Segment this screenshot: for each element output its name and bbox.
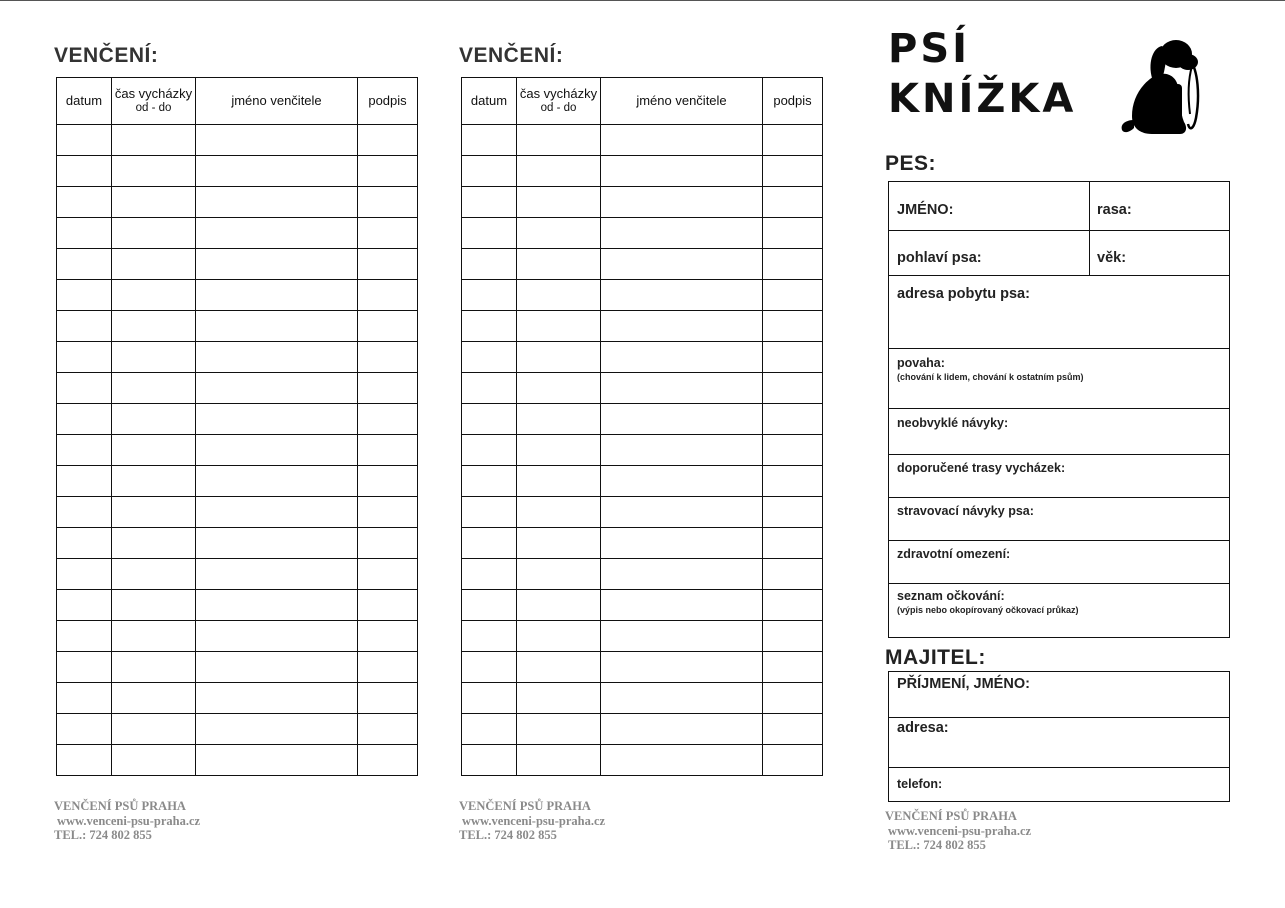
date-cell[interactable]	[462, 280, 517, 311]
date-cell[interactable]	[462, 497, 517, 528]
date-cell[interactable]	[462, 218, 517, 249]
owner-address-field[interactable]: adresa:	[889, 718, 1229, 768]
walker-cell[interactable]	[601, 528, 763, 559]
signature-cell[interactable]	[763, 404, 823, 435]
signature-cell[interactable]	[763, 280, 823, 311]
signature-cell[interactable]	[358, 683, 418, 714]
walker-cell[interactable]	[196, 466, 358, 497]
footer-company: VENČENÍ PSŮ PRAHA	[54, 799, 186, 813]
table-row	[462, 156, 823, 187]
signature-cell[interactable]	[358, 373, 418, 404]
header-signature: podpis	[358, 78, 418, 125]
walker-cell[interactable]	[601, 156, 763, 187]
time-cell[interactable]	[517, 559, 601, 590]
date-cell[interactable]	[57, 373, 112, 404]
temperament-label: povaha:	[897, 356, 945, 370]
date-cell[interactable]	[57, 280, 112, 311]
signature-cell[interactable]	[763, 342, 823, 373]
time-cell[interactable]	[517, 249, 601, 280]
table-row	[462, 218, 823, 249]
top-border-line	[0, 0, 1285, 1]
table-row	[462, 714, 823, 745]
dog-vaccinations-field[interactable]	[889, 584, 1229, 637]
book-title-line2: KNÍŽKA	[888, 76, 1077, 122]
time-cell[interactable]	[517, 342, 601, 373]
table-row	[57, 249, 418, 280]
walk-table-header-row	[462, 78, 823, 125]
dog-silhouette-icon	[1118, 36, 1204, 138]
date-cell[interactable]	[462, 249, 517, 280]
time-cell[interactable]	[112, 218, 196, 249]
book-title-line1: PSÍ	[888, 26, 971, 72]
walk-table-body	[462, 125, 823, 776]
walker-cell[interactable]	[601, 714, 763, 745]
time-cell[interactable]	[112, 435, 196, 466]
walker-cell[interactable]	[196, 745, 358, 776]
signature-cell[interactable]	[358, 404, 418, 435]
time-cell[interactable]	[517, 652, 601, 683]
time-cell[interactable]	[517, 280, 601, 311]
date-cell[interactable]	[462, 745, 517, 776]
header-time-sub: od - do	[540, 102, 577, 114]
time-cell[interactable]	[112, 590, 196, 621]
walker-cell[interactable]	[601, 373, 763, 404]
dog-name-field[interactable]: JMÉNO:	[889, 182, 1089, 231]
footer-web: www.venceni-psu-praha.cz	[888, 823, 1032, 838]
table-row	[462, 528, 823, 559]
signature-cell[interactable]	[763, 621, 823, 652]
signature-cell[interactable]	[358, 528, 418, 559]
time-cell[interactable]	[517, 218, 601, 249]
table-row	[57, 683, 418, 714]
time-cell[interactable]	[517, 466, 601, 497]
date-cell[interactable]	[462, 373, 517, 404]
signature-cell[interactable]	[763, 125, 823, 156]
walker-cell[interactable]	[196, 342, 358, 373]
owner-phone-field[interactable]: telefon:	[897, 777, 943, 791]
walker-cell[interactable]	[196, 156, 358, 187]
signature-cell[interactable]	[358, 435, 418, 466]
footer-company: VENČENÍ PSŮ PRAHA	[885, 809, 1017, 823]
walker-cell[interactable]	[196, 373, 358, 404]
walker-cell[interactable]	[196, 683, 358, 714]
table-row	[57, 404, 418, 435]
time-cell[interactable]	[112, 156, 196, 187]
walker-cell[interactable]	[196, 404, 358, 435]
walker-cell[interactable]	[196, 559, 358, 590]
date-cell[interactable]	[57, 745, 112, 776]
table-row	[57, 621, 418, 652]
footer-left	[54, 799, 200, 843]
time-cell[interactable]	[112, 187, 196, 218]
signature-cell[interactable]	[763, 466, 823, 497]
table-row	[57, 156, 418, 187]
signature-cell[interactable]	[763, 528, 823, 559]
date-cell[interactable]	[462, 156, 517, 187]
signature-cell[interactable]	[358, 590, 418, 621]
table-row	[57, 497, 418, 528]
walker-cell[interactable]	[601, 435, 763, 466]
signature-cell[interactable]	[763, 714, 823, 745]
date-cell[interactable]	[57, 435, 112, 466]
table-row	[57, 280, 418, 311]
table-row	[57, 342, 418, 373]
signature-cell[interactable]	[763, 373, 823, 404]
time-cell[interactable]	[112, 280, 196, 311]
date-cell[interactable]	[57, 683, 112, 714]
walker-cell[interactable]	[196, 187, 358, 218]
date-cell[interactable]	[57, 652, 112, 683]
walker-cell[interactable]	[196, 528, 358, 559]
walker-cell[interactable]	[196, 621, 358, 652]
header-time-sub: od - do	[135, 102, 172, 114]
walker-cell[interactable]	[601, 218, 763, 249]
time-cell[interactable]	[517, 373, 601, 404]
walker-cell[interactable]	[601, 652, 763, 683]
table-row	[57, 125, 418, 156]
walker-cell[interactable]	[601, 497, 763, 528]
signature-cell[interactable]	[358, 125, 418, 156]
walk-table	[461, 77, 823, 776]
table-row	[57, 187, 418, 218]
signature-cell[interactable]	[358, 187, 418, 218]
footer-right	[885, 809, 1031, 853]
table-row	[57, 466, 418, 497]
walker-cell[interactable]	[196, 435, 358, 466]
date-cell[interactable]	[57, 156, 112, 187]
owner-form	[888, 671, 1230, 802]
time-cell[interactable]	[112, 683, 196, 714]
date-cell[interactable]	[462, 466, 517, 497]
table-row	[462, 497, 823, 528]
time-cell[interactable]	[112, 745, 196, 776]
dog-health-field[interactable]: zdravotní omezení:	[889, 541, 1229, 584]
date-cell[interactable]	[462, 621, 517, 652]
footer-phone: TEL.: 724 802 855	[459, 828, 557, 842]
date-cell[interactable]	[57, 621, 112, 652]
table-row	[462, 311, 823, 342]
walk-table	[56, 77, 418, 776]
time-cell[interactable]	[112, 714, 196, 745]
signature-cell[interactable]	[763, 156, 823, 187]
time-cell[interactable]	[517, 125, 601, 156]
owner-section-title: MAJITEL:	[885, 646, 986, 669]
signature-cell[interactable]	[763, 311, 823, 342]
signature-cell[interactable]	[763, 683, 823, 714]
table-row	[462, 187, 823, 218]
signature-cell[interactable]	[358, 621, 418, 652]
date-cell[interactable]	[57, 528, 112, 559]
signature-cell[interactable]	[763, 218, 823, 249]
walk-table-body	[57, 125, 418, 776]
time-cell[interactable]	[112, 311, 196, 342]
signature-cell[interactable]	[358, 745, 418, 776]
table-row	[57, 373, 418, 404]
date-cell[interactable]	[57, 249, 112, 280]
time-cell[interactable]	[517, 404, 601, 435]
footer-phone: TEL.: 724 802 855	[888, 838, 986, 852]
table-row	[462, 280, 823, 311]
signature-cell[interactable]	[358, 466, 418, 497]
date-cell[interactable]	[57, 404, 112, 435]
date-cell[interactable]	[57, 590, 112, 621]
walk-sheet-middle	[459, 42, 821, 776]
header-walker: jméno venčitele	[601, 78, 763, 125]
walker-cell[interactable]	[601, 466, 763, 497]
dog-form	[888, 181, 1230, 638]
table-row	[57, 714, 418, 745]
table-row	[462, 559, 823, 590]
footer-company: VENČENÍ PSŮ PRAHA	[459, 799, 591, 813]
walker-cell[interactable]	[601, 342, 763, 373]
table-row	[57, 559, 418, 590]
time-cell[interactable]	[112, 404, 196, 435]
table-row	[462, 590, 823, 621]
signature-cell[interactable]	[358, 652, 418, 683]
table-row	[57, 528, 418, 559]
table-row	[462, 342, 823, 373]
signature-cell[interactable]	[358, 280, 418, 311]
date-cell[interactable]	[57, 311, 112, 342]
time-cell[interactable]	[112, 621, 196, 652]
date-cell[interactable]	[462, 311, 517, 342]
signature-cell[interactable]	[763, 559, 823, 590]
table-row	[462, 249, 823, 280]
footer-web: www.venceni-psu-praha.cz	[462, 813, 606, 828]
signature-cell[interactable]	[358, 497, 418, 528]
walker-cell[interactable]	[196, 311, 358, 342]
signature-cell[interactable]	[763, 435, 823, 466]
signature-cell[interactable]	[763, 745, 823, 776]
time-cell[interactable]	[517, 683, 601, 714]
time-cell[interactable]	[517, 187, 601, 218]
signature-cell[interactable]	[358, 311, 418, 342]
signature-cell[interactable]	[358, 249, 418, 280]
vaccinations-label: seznam očkování:	[897, 589, 1005, 603]
date-cell[interactable]	[57, 466, 112, 497]
signature-cell[interactable]	[358, 714, 418, 745]
walker-cell[interactable]	[196, 497, 358, 528]
signature-cell[interactable]	[358, 218, 418, 249]
date-cell[interactable]	[57, 125, 112, 156]
time-cell[interactable]	[517, 435, 601, 466]
walker-cell[interactable]	[601, 249, 763, 280]
date-cell[interactable]	[462, 342, 517, 373]
signature-cell[interactable]	[763, 590, 823, 621]
table-row	[462, 435, 823, 466]
header-time	[112, 78, 196, 125]
dog-age-field[interactable]: věk:	[1089, 231, 1229, 276]
header-date: datum	[57, 78, 112, 125]
date-cell[interactable]	[57, 714, 112, 745]
walker-cell[interactable]	[601, 125, 763, 156]
time-cell[interactable]	[112, 528, 196, 559]
walk-sheet-left	[54, 42, 416, 776]
signature-cell[interactable]	[358, 342, 418, 373]
header-time	[517, 78, 601, 125]
date-cell[interactable]	[462, 435, 517, 466]
date-cell[interactable]	[462, 683, 517, 714]
walker-cell[interactable]	[196, 249, 358, 280]
time-cell[interactable]	[112, 249, 196, 280]
date-cell[interactable]	[462, 528, 517, 559]
time-cell[interactable]	[517, 497, 601, 528]
footer-middle	[459, 799, 605, 843]
walker-cell[interactable]	[196, 714, 358, 745]
walker-cell[interactable]	[601, 311, 763, 342]
table-row	[57, 218, 418, 249]
time-cell[interactable]	[112, 466, 196, 497]
date-cell[interactable]	[57, 497, 112, 528]
dog-habits-field[interactable]: neobvyklé návyky:	[889, 409, 1229, 455]
table-row	[462, 125, 823, 156]
date-cell[interactable]	[57, 559, 112, 590]
signature-cell[interactable]	[763, 497, 823, 528]
header-time-label: čas vycházky	[114, 86, 193, 101]
table-row	[57, 435, 418, 466]
table-row	[462, 745, 823, 776]
time-cell[interactable]	[112, 497, 196, 528]
table-row	[462, 466, 823, 497]
walk-table-header-row	[57, 78, 418, 125]
table-row	[57, 311, 418, 342]
header-walker: jméno venčitele	[196, 78, 358, 125]
walker-cell[interactable]	[601, 621, 763, 652]
header-date: datum	[462, 78, 517, 125]
date-cell[interactable]	[462, 559, 517, 590]
walk-sheet-title: VENČENÍ:	[459, 44, 564, 67]
walker-cell[interactable]	[196, 125, 358, 156]
time-cell[interactable]	[517, 528, 601, 559]
signature-cell[interactable]	[763, 249, 823, 280]
table-row	[57, 745, 418, 776]
time-cell[interactable]	[112, 342, 196, 373]
dog-section-title: PES:	[885, 152, 937, 175]
owner-name-field[interactable]: PŘÍJMENÍ, JMÉNO:	[889, 672, 1229, 718]
date-cell[interactable]	[462, 125, 517, 156]
table-row	[462, 404, 823, 435]
time-cell[interactable]	[517, 156, 601, 187]
vaccinations-note: (výpis nebo okopírovaný očkovací průkaz)	[897, 605, 1079, 615]
walker-cell[interactable]	[601, 745, 763, 776]
time-cell[interactable]	[517, 621, 601, 652]
signature-cell[interactable]	[763, 187, 823, 218]
date-cell[interactable]	[462, 714, 517, 745]
time-cell[interactable]	[517, 311, 601, 342]
temperament-note: (chování k lidem, chování k ostatním psům)	[897, 372, 1084, 382]
dog-routes-field[interactable]: doporučené trasy vycházek:	[889, 455, 1229, 498]
footer-web: www.venceni-psu-praha.cz	[57, 813, 201, 828]
date-cell[interactable]	[57, 218, 112, 249]
header-signature: podpis	[763, 78, 823, 125]
signature-cell[interactable]	[763, 652, 823, 683]
table-row	[57, 590, 418, 621]
walker-cell[interactable]	[196, 590, 358, 621]
header-time-label: čas vycházky	[519, 86, 598, 101]
dog-eating-field[interactable]: stravovací návyky psa:	[889, 498, 1229, 541]
time-cell[interactable]	[517, 590, 601, 621]
table-row	[462, 683, 823, 714]
date-cell[interactable]	[462, 590, 517, 621]
table-row	[57, 652, 418, 683]
walker-cell[interactable]	[601, 590, 763, 621]
time-cell[interactable]	[112, 125, 196, 156]
book-title	[888, 24, 1076, 124]
date-cell[interactable]	[57, 187, 112, 218]
walker-cell[interactable]	[601, 683, 763, 714]
walk-sheet-title: VENČENÍ:	[54, 44, 159, 67]
table-row	[462, 373, 823, 404]
dog-address-field[interactable]: adresa pobytu psa:	[889, 276, 1229, 349]
walker-cell[interactable]	[601, 187, 763, 218]
table-row	[462, 652, 823, 683]
time-cell[interactable]	[112, 373, 196, 404]
dog-sex-field[interactable]: pohlaví psa:	[889, 231, 1089, 276]
signature-cell[interactable]	[358, 559, 418, 590]
dog-temperament-field[interactable]	[889, 349, 1229, 409]
time-cell[interactable]	[112, 559, 196, 590]
table-row	[462, 621, 823, 652]
date-cell[interactable]	[462, 652, 517, 683]
walker-cell[interactable]	[601, 404, 763, 435]
time-cell[interactable]	[112, 652, 196, 683]
walker-cell[interactable]	[196, 280, 358, 311]
walker-cell[interactable]	[196, 218, 358, 249]
date-cell[interactable]	[462, 404, 517, 435]
time-cell[interactable]	[517, 745, 601, 776]
time-cell[interactable]	[517, 714, 601, 745]
walker-cell[interactable]	[601, 559, 763, 590]
date-cell[interactable]	[57, 342, 112, 373]
footer-phone: TEL.: 724 802 855	[54, 828, 152, 842]
date-cell[interactable]	[462, 187, 517, 218]
dog-breed-field[interactable]: rasa:	[1089, 182, 1229, 231]
signature-cell[interactable]	[358, 156, 418, 187]
walker-cell[interactable]	[196, 652, 358, 683]
walker-cell[interactable]	[601, 280, 763, 311]
